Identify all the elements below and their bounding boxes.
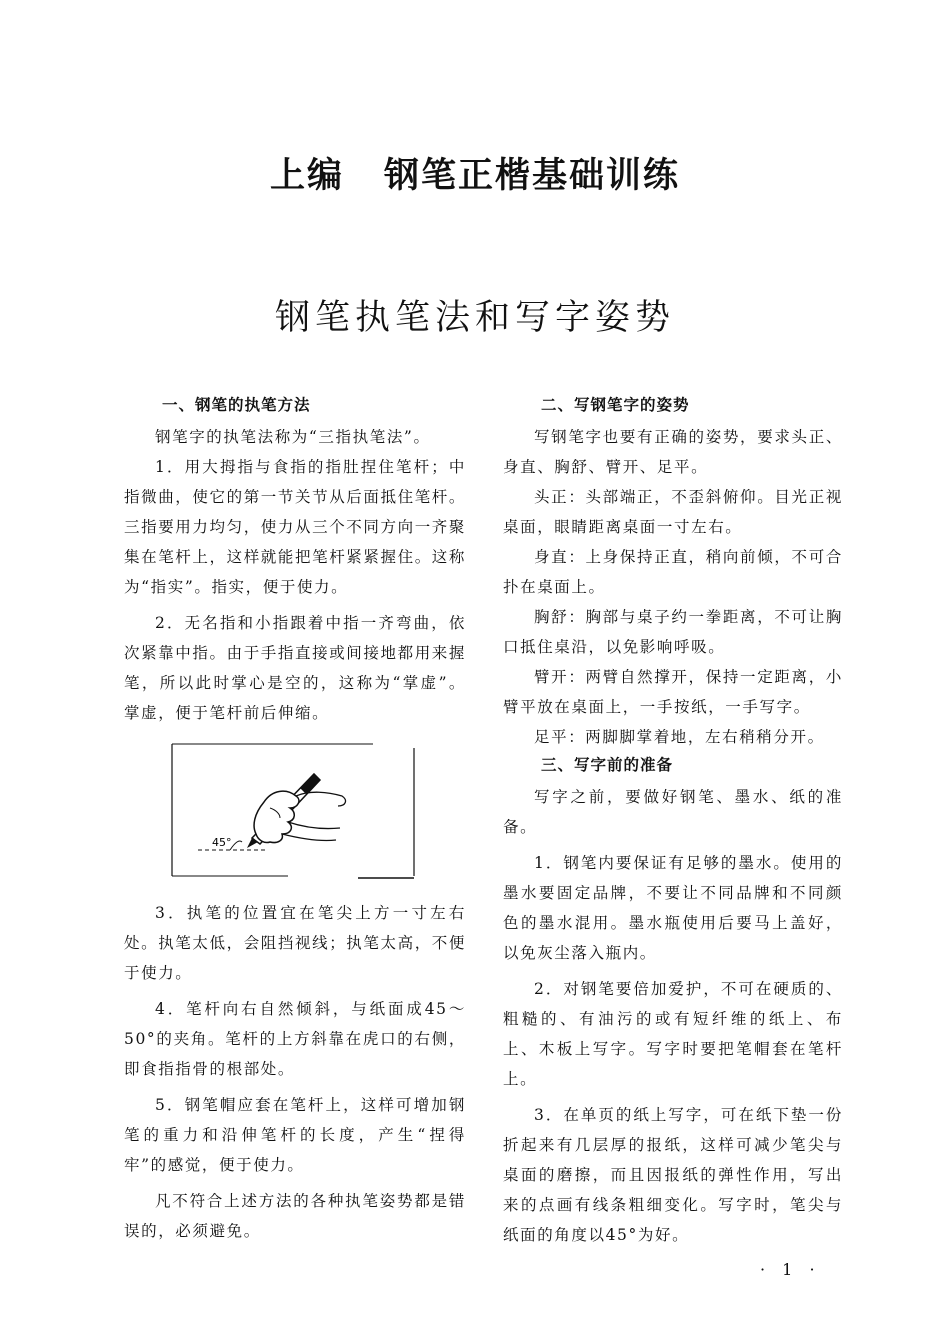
paragraph: 足平：两脚脚掌着地，左右稍稍分开。: [534, 728, 825, 746]
section-heading-pen-holding: 一、钢笔的执笔方法: [162, 396, 311, 414]
paragraph: 2．无名指和小指跟着中指一齐弯曲，依次紧靠中指。由于手指直接或间接地都用来握笔，所以此时掌心是空的，这称为“掌虚”。掌虚，便于笔杆前后伸缩。: [124, 614, 467, 722]
chapter-title: 钢笔执笔法和写字姿势: [274, 298, 675, 338]
section-heading-posture: 二、写钢笔字的姿势: [541, 396, 690, 414]
paragraph: 5．钢笔帽应套在笔杆上，这样可增加钢笔的重力和沿伸笔杆的长度，产生“捏得牢”的感觉，便于使力。: [124, 1096, 466, 1174]
paragraph: 身直：上身保持正直，稍向前倾，不可合扑在桌面上。: [503, 548, 843, 596]
left-column: [124, 392, 466, 1246]
paragraph: 臂开：两臂自然撑开，保持一定距离，小臂平放在桌面上，一手按纸，一手写字。: [503, 668, 843, 716]
paragraph: 钢笔字的执笔法称为“三指执笔法”。: [155, 428, 431, 446]
paragraph: 凡不符合上述方法的各种执笔姿势都是错误的，必须避免。: [124, 1192, 466, 1240]
paragraph: 1．用大拇指与食指的指肚捏住笔杆；中指微曲，使它的第一节关节从后面抵住笔杆。三指要用力均匀，使力从三个不同方向一齐聚集在笔杆上，这样就能把笔杆紧紧握住。这称为“指实”。指实，便于使力。: [124, 458, 467, 596]
paragraph: 写钢笔字也要有正确的姿势，要求头正、身直、胸舒、臂开、足平。: [503, 428, 843, 476]
paragraph: 2．对钢笔要倍加爱护，不可在硬质的、粗糙的、有油污的或有短纤维的纸上、布上、木板上写字。写字时要把笔帽套在笔杆上。: [503, 980, 843, 1088]
part-title: [0, 148, 950, 198]
paragraph: 头正：头部端正，不歪斜俯仰。目光正视桌面，眼睛距离桌面一寸左右。: [503, 488, 843, 536]
part-name: 钢笔正楷基础训练: [384, 156, 681, 196]
paragraph: 胸舒：胸部与桌子约一拳距离，不可让胸口抵住桌沿，以免影响呼吸。: [503, 608, 843, 656]
paragraph: 3．在单页的纸上写字，可在纸下垫一份折起来有几层厚的报纸，这样可减少笔尖与桌面的磨擦，而且因报纸的弹性作用，写出来的点画有线条粗细变化。写字时，笔尖与纸面的角度以45°为好。: [503, 1106, 843, 1244]
part-label: 上编: [269, 156, 344, 196]
right-column: [503, 392, 843, 1250]
hand-holding-pen-illustration: [168, 738, 418, 888]
paragraph: 写字之前，要做好钢笔、墨水、纸的准备。: [503, 788, 843, 836]
paragraph: 1．钢笔内要保证有足够的墨水。使用的墨水要固定品牌，不要让不同品牌和不同颜色的墨水混用。墨水瓶使用后要马上盖好，以免灰尘落入瓶内。: [503, 854, 843, 962]
pen-holding-figure: [124, 738, 466, 898]
paragraph: 4．笔杆向右自然倾斜，与纸面成45～50°的夹角。笔杆的上方斜靠在虎口的右侧，即食指指骨的根部处。: [124, 1000, 466, 1078]
paragraph: 3．执笔的位置宜在笔尖上方一寸左右处。执笔太低，会阻挡视线；执笔太高，不便于使力。: [124, 904, 467, 982]
section-heading-preparation: 三、写字前的准备: [541, 756, 674, 774]
page-number: · 1 ·: [760, 1260, 821, 1279]
angle-label: 45°: [212, 836, 232, 849]
